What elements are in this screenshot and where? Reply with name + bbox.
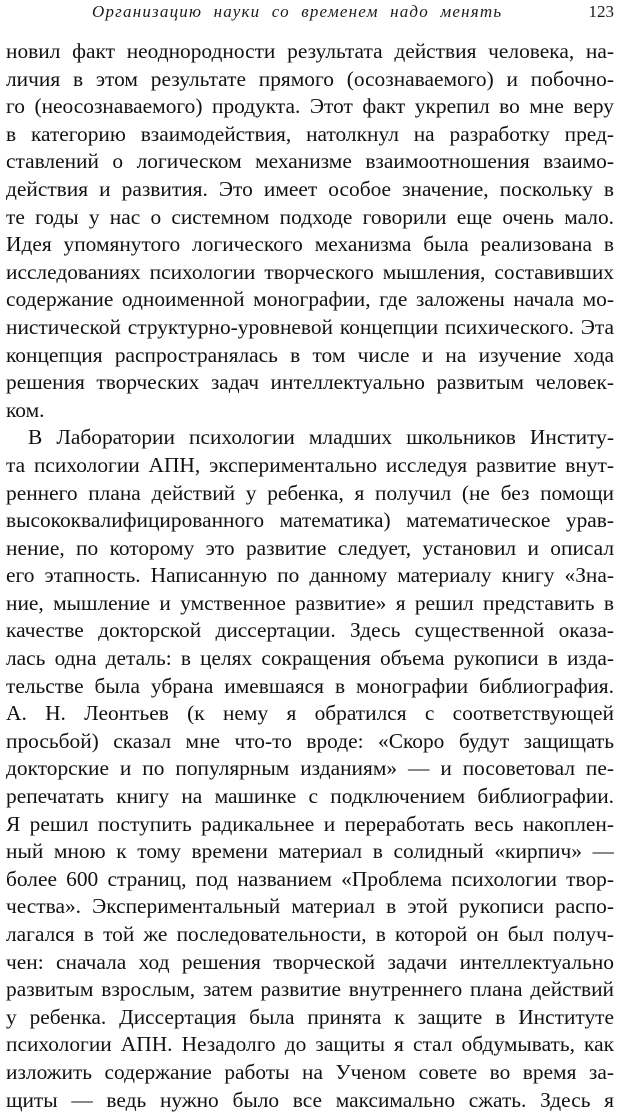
text-line: докторские и по популярным изданиям» — и посоветовал пе- — [6, 756, 614, 781]
text-line: изложить содержание работы на Ученом совете во время за- — [6, 1059, 614, 1084]
text-line: действия и развития. Это имеет особое значение, поскольку в — [6, 176, 614, 201]
text-line: качестве докторской диссертации. Здесь существенной оказа- — [6, 618, 614, 643]
text-line: нистической структурно-уровневой концепции психического. Эта — [6, 314, 614, 339]
text-line: Я решил поступить радикальнее и переработать весь накоплен- — [6, 811, 614, 836]
text-line: у ребенка. Диссертация была принята к защите в Институте — [6, 1004, 614, 1029]
text-line: В Лаборатории психологии младших школьников Институ- — [28, 425, 614, 450]
text-line: психологии АПН. Незадолго до защиты я стал обдумывать, как — [6, 1032, 614, 1057]
text-line: ставлений о логическом механизме взаимоотношения взаимо- — [6, 149, 614, 174]
text-line: ком. — [6, 397, 45, 422]
text-line: более 600 страниц, под названием «Проблема психологии твор- — [6, 866, 614, 891]
text-line: высококвалифицированного математика) математическое урав- — [6, 508, 614, 533]
text-line: репечатать книгу на машинке с подключением библиографии. — [6, 784, 614, 809]
text-line: тельстве была убрана имевшаяся в монографии библиография. — [6, 673, 614, 698]
text-line: исследованиях психологии творческого мышления, составивших — [6, 259, 614, 284]
page-number: 123 — [588, 2, 614, 21]
text-line: ный мною к тому времени материал в солидный «кирпич» — — [6, 839, 614, 864]
paragraph-2 — [6, 424, 614, 1114]
text-line: Идея упомянутого логического механизма была реализована в — [6, 232, 614, 257]
text-line: лась одна деталь: в целях сокращения объема рукописи в изда- — [6, 646, 614, 671]
text-line: щиты — ведь нужно было все максимально сжать. Здесь я — [6, 1087, 614, 1112]
text-line: концепция распространялась в том числе и на изучение хода — [6, 342, 614, 367]
text-line: ние, мышление и умственное развитие» я решил представить в — [6, 590, 614, 615]
body-text — [6, 38, 614, 1114]
text-line: лагался в той же последовательности, в которой он был получ- — [6, 922, 614, 946]
text-line: решения творческих задач интеллектуально развитым человек- — [6, 370, 614, 395]
paragraph-1 — [6, 38, 614, 424]
text-line: та психологии АПН, экспериментально исследуя развитие внут- — [6, 452, 614, 477]
text-line: го (неосознаваемого) продукта. Этот факт укрепил во мне веру — [6, 94, 614, 119]
text-line: содержание одноименной монографии, где заложены начала мо- — [6, 287, 614, 312]
text-line: просьбой) сказал мне что-то вроде: «Скоро будут защищать — [6, 728, 614, 753]
text-line: чен: сначала ход решения творческой задачи интеллектуально — [6, 949, 614, 974]
text-line: нение, по которому это развитие следует, установил и описал — [6, 535, 614, 560]
text-line: новил факт неоднородности результата действия человека, на- — [6, 39, 614, 63]
text-line: А. Н. Леонтьев (к нему я обратился с соответствующей — [6, 701, 614, 726]
running-header: Организацию науки со временем надо менять — [92, 2, 503, 21]
text-line: чества». Экспериментальный материал в этой рукописи распо- — [6, 894, 614, 919]
text-line: развитым взрослым, затем развитие внутреннего плана действий — [6, 977, 614, 1002]
text-line: реннего плана действий у ребенка, я получил (не без помощи — [6, 480, 614, 505]
text-line: в категорию взаимодействия, натолкнул на разработку пред- — [6, 121, 614, 146]
text-line: те годы у нас о системном подходе говорили еще очень мало. — [6, 204, 614, 229]
text-line: его этапность. Написанную по данному материалу книгу «Зна- — [6, 563, 614, 588]
text-line: личия в этом результате прямого (осознаваемого) и побочно- — [6, 66, 614, 91]
